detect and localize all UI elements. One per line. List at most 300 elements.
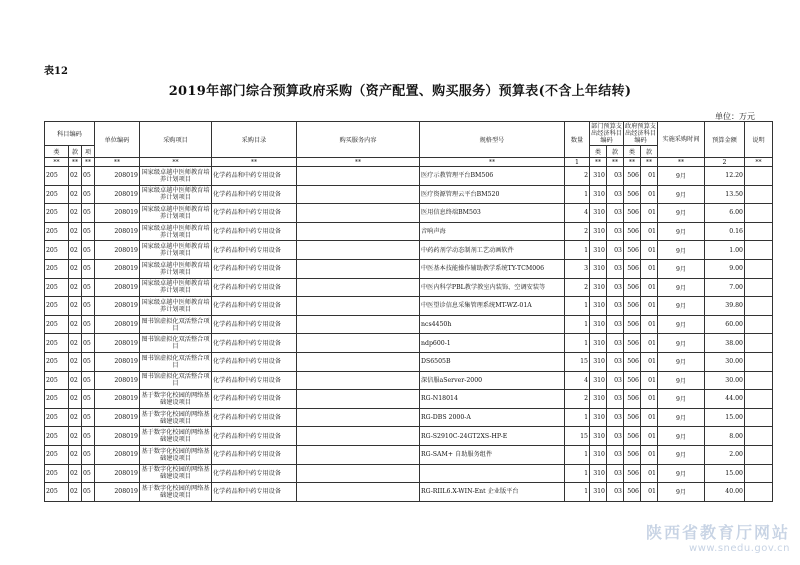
cell-quantity: 15 [565, 427, 590, 446]
marker-cell: ** [420, 158, 565, 167]
table-row [45, 352, 773, 371]
cell-quantity: 1 [565, 297, 590, 316]
marker-cell: ** [658, 158, 705, 167]
cell-item: 05 [82, 185, 95, 204]
cell-spec: 中医望诊信息采集管理系统MT-WZ-01A [420, 297, 565, 316]
cell-amount: 15.00 [705, 464, 745, 483]
cell-time: 9月 [658, 315, 705, 334]
cell-section: 02 [69, 427, 82, 446]
cell-time: 9月 [658, 371, 705, 390]
cell-dept-section: 03 [607, 167, 624, 186]
cell-time: 9月 [658, 483, 705, 502]
cell-quantity: 3 [565, 259, 590, 278]
cell-project: 基于数字化校园的网络基础建设项目 [140, 464, 212, 483]
cell-service [297, 334, 420, 353]
cell-spec: RG-RIIL6.X-WIN-Ent 企业版平台 [420, 483, 565, 502]
cell-dept-class: 310 [590, 464, 607, 483]
cell-class: 205 [45, 371, 69, 390]
cell-amount: 15.00 [705, 408, 745, 427]
cell-service [297, 445, 420, 464]
cell-gov-section: 01 [641, 464, 658, 483]
cell-time: 9月 [658, 167, 705, 186]
cell-amount: 38.00 [705, 334, 745, 353]
marker-cell: ** [745, 158, 773, 167]
cell-gov-class: 506 [624, 483, 641, 502]
cell-time: 9月 [658, 390, 705, 409]
cell-project: 基于数字化校园的网络基础建设项目 [140, 427, 212, 446]
cell-dept-section: 03 [607, 185, 624, 204]
cell-spec: 医用信息终端BM503 [420, 204, 565, 223]
cell-gov-section: 01 [641, 241, 658, 260]
table-row [45, 427, 773, 446]
cell-unit-code: 208019 [95, 315, 140, 334]
cell-spec: ncs4450h [420, 315, 565, 334]
cell-spec: 深信服aServer-2000 [420, 371, 565, 390]
cell-note [745, 427, 773, 446]
cell-item: 05 [82, 427, 95, 446]
cell-amount: 44.00 [705, 390, 745, 409]
cell-class: 205 [45, 185, 69, 204]
cell-project: 国家级卓越中医师教育培养计划项目 [140, 204, 212, 223]
cell-catalog: 化学药品和中药专用设备 [212, 352, 297, 371]
marker-row [45, 158, 773, 167]
cell-project: 图书馆虚拟化双活整合项目 [140, 352, 212, 371]
cell-service [297, 427, 420, 446]
cell-catalog: 化学药品和中药专用设备 [212, 390, 297, 409]
cell-gov-section: 01 [641, 259, 658, 278]
cell-unit-code: 208019 [95, 241, 140, 260]
cell-note [745, 297, 773, 316]
cell-dept-section: 03 [607, 259, 624, 278]
table-row [45, 222, 773, 241]
cell-project: 国家级卓越中医师教育培养计划项目 [140, 278, 212, 297]
cell-service [297, 185, 420, 204]
cell-unit-code: 208019 [95, 352, 140, 371]
cell-quantity: 1 [565, 334, 590, 353]
cell-class: 205 [45, 483, 69, 502]
cell-quantity: 2 [565, 222, 590, 241]
header-gov-budget-code: 政府预算支出经济科目编码 [625, 123, 656, 144]
header-dept-section: 款 [607, 146, 624, 158]
cell-gov-section: 01 [641, 371, 658, 390]
cell-time: 9月 [658, 222, 705, 241]
cell-class: 205 [45, 297, 69, 316]
cell-quantity: 4 [565, 204, 590, 223]
cell-unit-code: 208019 [95, 334, 140, 353]
cell-class: 205 [45, 464, 69, 483]
table-row [45, 297, 773, 316]
cell-dept-section: 03 [607, 445, 624, 464]
cell-dept-class: 310 [590, 241, 607, 260]
cell-catalog: 化学药品和中药专用设备 [212, 334, 297, 353]
cell-note [745, 390, 773, 409]
cell-section: 02 [69, 390, 82, 409]
cell-amount: 40.00 [705, 483, 745, 502]
cell-item: 05 [82, 483, 95, 502]
cell-unit-code: 208019 [95, 371, 140, 390]
cell-time: 9月 [658, 427, 705, 446]
cell-section: 02 [69, 315, 82, 334]
cell-class: 205 [45, 241, 69, 260]
header-project: 采购项目 [140, 122, 212, 158]
cell-amount: 7.00 [705, 278, 745, 297]
cell-item: 05 [82, 371, 95, 390]
cell-catalog: 化学药品和中药专用设备 [212, 483, 297, 502]
cell-dept-section: 03 [607, 483, 624, 502]
cell-catalog: 化学药品和中药专用设备 [212, 408, 297, 427]
cell-gov-class: 506 [624, 427, 641, 446]
cell-service [297, 259, 420, 278]
cell-dept-section: 03 [607, 278, 624, 297]
cell-time: 9月 [658, 297, 705, 316]
cell-dept-class: 310 [590, 483, 607, 502]
cell-dept-section: 03 [607, 427, 624, 446]
cell-project: 国家级卓越中医师教育培养计划项目 [140, 185, 212, 204]
cell-catalog: 化学药品和中药专用设备 [212, 204, 297, 223]
marker-cell: ** [82, 158, 95, 167]
cell-time: 9月 [658, 464, 705, 483]
cell-item: 05 [82, 315, 95, 334]
cell-unit-code: 208019 [95, 204, 140, 223]
cell-service [297, 371, 420, 390]
cell-dept-section: 03 [607, 352, 624, 371]
cell-quantity: 1 [565, 408, 590, 427]
cell-dept-section: 03 [607, 464, 624, 483]
cell-spec [420, 464, 565, 483]
cell-quantity: 2 [565, 390, 590, 409]
cell-amount: 30.00 [705, 352, 745, 371]
cell-quantity: 15 [565, 352, 590, 371]
table-row [45, 390, 773, 409]
cell-service [297, 464, 420, 483]
marker-cell: ** [95, 158, 140, 167]
cell-gov-class: 506 [624, 204, 641, 223]
cell-section: 02 [69, 167, 82, 186]
cell-section: 02 [69, 222, 82, 241]
cell-note [745, 371, 773, 390]
cell-unit-code: 208019 [95, 167, 140, 186]
cell-project: 基于数字化校园的网络基础建设项目 [140, 408, 212, 427]
cell-gov-class: 506 [624, 167, 641, 186]
cell-class: 205 [45, 259, 69, 278]
cell-note [745, 222, 773, 241]
table-row [45, 241, 773, 260]
cell-project: 国家级卓越中医师教育培养计划项目 [140, 222, 212, 241]
table-body [45, 167, 773, 502]
cell-spec: 音响声海 [420, 222, 565, 241]
cell-catalog: 化学药品和中药专用设备 [212, 371, 297, 390]
header-item: 项 [82, 146, 95, 158]
cell-spec: RG-S2910C-24GT2XS-HP-E [420, 427, 565, 446]
cell-item: 05 [82, 408, 95, 427]
header-time: 实施采购时间 [658, 122, 705, 158]
procurement-budget-table [44, 121, 773, 502]
marker-cell: ** [69, 158, 82, 167]
table-row [45, 315, 773, 334]
cell-gov-class: 506 [624, 259, 641, 278]
table-row [45, 204, 773, 223]
cell-project: 国家级卓越中医师教育培养计划项目 [140, 167, 212, 186]
cell-amount: 8.00 [705, 427, 745, 446]
cell-note [745, 445, 773, 464]
marker-cell: ** [607, 158, 624, 167]
cell-dept-class: 310 [590, 390, 607, 409]
cell-dept-class: 310 [590, 371, 607, 390]
cell-gov-class: 506 [624, 222, 641, 241]
cell-catalog: 化学药品和中药专用设备 [212, 297, 297, 316]
cell-class: 205 [45, 390, 69, 409]
header-amount: 预算金额 [705, 122, 745, 158]
cell-spec: 医疗资源管理云平台BM520 [420, 185, 565, 204]
cell-item: 05 [82, 241, 95, 260]
table-row [45, 371, 773, 390]
cell-time: 9月 [658, 278, 705, 297]
cell-item: 05 [82, 445, 95, 464]
cell-amount: 39.80 [705, 297, 745, 316]
cell-spec: 中医内科学PBL教学教室内装饰、空调安装等 [420, 278, 565, 297]
table-row [45, 185, 773, 204]
table-row [45, 445, 773, 464]
cell-item: 05 [82, 167, 95, 186]
cell-note [745, 408, 773, 427]
cell-unit-code: 208019 [95, 222, 140, 241]
cell-project: 图书馆虚拟化双活整合项目 [140, 315, 212, 334]
cell-note [745, 464, 773, 483]
cell-gov-section: 01 [641, 204, 658, 223]
cell-item: 05 [82, 390, 95, 409]
document-title: 2019年部门综合预算政府采购（资产配置、购买服务）预算表(不含上年结转) [168, 84, 632, 99]
cell-catalog: 化学药品和中药专用设备 [212, 464, 297, 483]
cell-dept-class: 310 [590, 222, 607, 241]
cell-spec: DS6505B [420, 352, 565, 371]
cell-catalog: 化学药品和中药专用设备 [212, 315, 297, 334]
cell-catalog: 化学药品和中药专用设备 [212, 241, 297, 260]
cell-service [297, 483, 420, 502]
cell-item: 05 [82, 334, 95, 353]
cell-dept-class: 310 [590, 167, 607, 186]
header-unit-code: 单位编码 [95, 122, 140, 158]
cell-gov-section: 01 [641, 185, 658, 204]
cell-gov-class: 506 [624, 297, 641, 316]
marker-cell: ** [297, 158, 420, 167]
cell-time: 9月 [658, 334, 705, 353]
table-row [45, 334, 773, 353]
marker-cell: ** [624, 158, 641, 167]
header-dept-class: 类 [590, 146, 607, 158]
cell-spec: RG-DBS 2000-A [420, 408, 565, 427]
cell-time: 9月 [658, 204, 705, 223]
cell-spec: RG-N18014 [420, 390, 565, 409]
cell-note [745, 259, 773, 278]
cell-gov-class: 506 [624, 408, 641, 427]
cell-quantity: 2 [565, 167, 590, 186]
cell-spec: 医疗示教管理平台BM506 [420, 167, 565, 186]
cell-class: 205 [45, 445, 69, 464]
cell-dept-class: 310 [590, 185, 607, 204]
cell-note [745, 352, 773, 371]
cell-service [297, 297, 420, 316]
cell-gov-section: 01 [641, 222, 658, 241]
cell-dept-section: 03 [607, 204, 624, 223]
table-row [45, 278, 773, 297]
cell-unit-code: 208019 [95, 464, 140, 483]
cell-section: 02 [69, 483, 82, 502]
cell-item: 05 [82, 222, 95, 241]
cell-catalog: 化学药品和中药专用设备 [212, 185, 297, 204]
cell-catalog: 化学药品和中药专用设备 [212, 445, 297, 464]
site-watermark [646, 520, 790, 554]
cell-item: 05 [82, 204, 95, 223]
cell-unit-code: 208019 [95, 390, 140, 409]
cell-class: 205 [45, 427, 69, 446]
cell-item: 05 [82, 352, 95, 371]
cell-dept-class: 310 [590, 278, 607, 297]
cell-dept-class: 310 [590, 315, 607, 334]
cell-gov-section: 01 [641, 315, 658, 334]
cell-unit-code: 208019 [95, 259, 140, 278]
cell-catalog: 化学药品和中药专用设备 [212, 259, 297, 278]
unit-label: 单位：万元 [715, 112, 755, 121]
cell-catalog: 化学药品和中药专用设备 [212, 167, 297, 186]
cell-section: 02 [69, 278, 82, 297]
cell-unit-code: 208019 [95, 185, 140, 204]
cell-dept-section: 03 [607, 241, 624, 260]
header-class: 类 [45, 146, 69, 158]
cell-time: 9月 [658, 185, 705, 204]
cell-section: 02 [69, 464, 82, 483]
table-row [45, 408, 773, 427]
marker-cell: ** [641, 158, 658, 167]
cell-service [297, 222, 420, 241]
cell-dept-section: 03 [607, 297, 624, 316]
cell-service [297, 278, 420, 297]
cell-gov-section: 01 [641, 408, 658, 427]
cell-gov-class: 506 [624, 352, 641, 371]
cell-catalog: 化学药品和中药专用设备 [212, 278, 297, 297]
cell-dept-class: 310 [590, 334, 607, 353]
cell-spec: 中药药剂学动态制剂工艺动画软件 [420, 241, 565, 260]
cell-quantity: 1 [565, 483, 590, 502]
cell-section: 02 [69, 297, 82, 316]
cell-gov-class: 506 [624, 185, 641, 204]
header-row-primary [45, 122, 773, 146]
header-subject-code: 科目编码 [45, 122, 95, 146]
cell-item: 05 [82, 259, 95, 278]
cell-gov-class: 506 [624, 464, 641, 483]
cell-amount: 12.20 [705, 167, 745, 186]
header-gov-class: 类 [624, 146, 641, 158]
cell-section: 02 [69, 241, 82, 260]
cell-section: 02 [69, 334, 82, 353]
cell-section: 02 [69, 408, 82, 427]
cell-quantity: 1 [565, 464, 590, 483]
table-row [45, 259, 773, 278]
cell-section: 02 [69, 445, 82, 464]
header-spec: 规格型号 [420, 122, 565, 158]
cell-gov-class: 506 [624, 278, 641, 297]
cell-spec: 中医基本技能操作辅助教学系统TY-TCM006 [420, 259, 565, 278]
cell-note [745, 241, 773, 260]
cell-catalog: 化学药品和中药专用设备 [212, 427, 297, 446]
cell-project: 国家级卓越中医师教育培养计划项目 [140, 297, 212, 316]
cell-gov-section: 01 [641, 334, 658, 353]
cell-service [297, 352, 420, 371]
cell-gov-class: 506 [624, 445, 641, 464]
cell-gov-class: 506 [624, 315, 641, 334]
cell-gov-section: 01 [641, 427, 658, 446]
cell-unit-code: 208019 [95, 278, 140, 297]
cell-gov-section: 01 [641, 297, 658, 316]
header-service: 购买服务内容 [297, 122, 420, 158]
cell-catalog: 化学药品和中药专用设备 [212, 222, 297, 241]
cell-class: 205 [45, 315, 69, 334]
cell-project: 国家级卓越中医师教育培养计划项目 [140, 259, 212, 278]
cell-project: 图书馆虚拟化双活整合项目 [140, 371, 212, 390]
cell-service [297, 390, 420, 409]
cell-gov-section: 01 [641, 483, 658, 502]
cell-section: 02 [69, 185, 82, 204]
cell-class: 205 [45, 204, 69, 223]
cell-dept-class: 310 [590, 259, 607, 278]
marker-cell: ** [590, 158, 607, 167]
cell-amount: 0.16 [705, 222, 745, 241]
cell-time: 9月 [658, 352, 705, 371]
cell-dept-class: 310 [590, 427, 607, 446]
header-note: 说明 [745, 122, 773, 158]
cell-project: 图书馆虚拟化双活整合项目 [140, 334, 212, 353]
cell-section: 02 [69, 352, 82, 371]
cell-dept-class: 310 [590, 408, 607, 427]
marker-cell: ** [140, 158, 212, 167]
cell-amount: 60.00 [705, 315, 745, 334]
cell-dept-class: 310 [590, 445, 607, 464]
header-section: 款 [69, 146, 82, 158]
cell-spec: RG-SAM+ 自助服务组件 [420, 445, 565, 464]
cell-gov-class: 506 [624, 241, 641, 260]
cell-item: 05 [82, 297, 95, 316]
table-row [45, 464, 773, 483]
cell-quantity: 4 [565, 371, 590, 390]
cell-time: 9月 [658, 445, 705, 464]
cell-unit-code: 208019 [95, 427, 140, 446]
cell-dept-class: 310 [590, 297, 607, 316]
cell-dept-section: 03 [607, 334, 624, 353]
cell-service [297, 315, 420, 334]
cell-amount: 9.00 [705, 259, 745, 278]
cell-time: 9月 [658, 408, 705, 427]
cell-note [745, 204, 773, 223]
cell-project: 基于数字化校园的网络基础建设项目 [140, 445, 212, 464]
cell-unit-code: 208019 [95, 483, 140, 502]
cell-dept-section: 03 [607, 371, 624, 390]
cell-gov-section: 01 [641, 445, 658, 464]
cell-amount: 13.50 [705, 185, 745, 204]
cell-amount: 6.00 [705, 204, 745, 223]
cell-amount: 2.00 [705, 445, 745, 464]
cell-dept-class: 310 [590, 204, 607, 223]
marker-cell: 2 [705, 158, 745, 167]
marker-cell: ** [212, 158, 297, 167]
cell-project: 基于数字化校园的网络基础建设项目 [140, 483, 212, 502]
cell-class: 205 [45, 334, 69, 353]
cell-project: 国家级卓越中医师教育培养计划项目 [140, 241, 212, 260]
header-dept-budget-code: 部门预算支出经济科目编码 [591, 123, 622, 144]
cell-quantity: 2 [565, 278, 590, 297]
cell-item: 05 [82, 278, 95, 297]
cell-time: 9月 [658, 241, 705, 260]
cell-quantity: 1 [565, 241, 590, 260]
cell-section: 02 [69, 259, 82, 278]
